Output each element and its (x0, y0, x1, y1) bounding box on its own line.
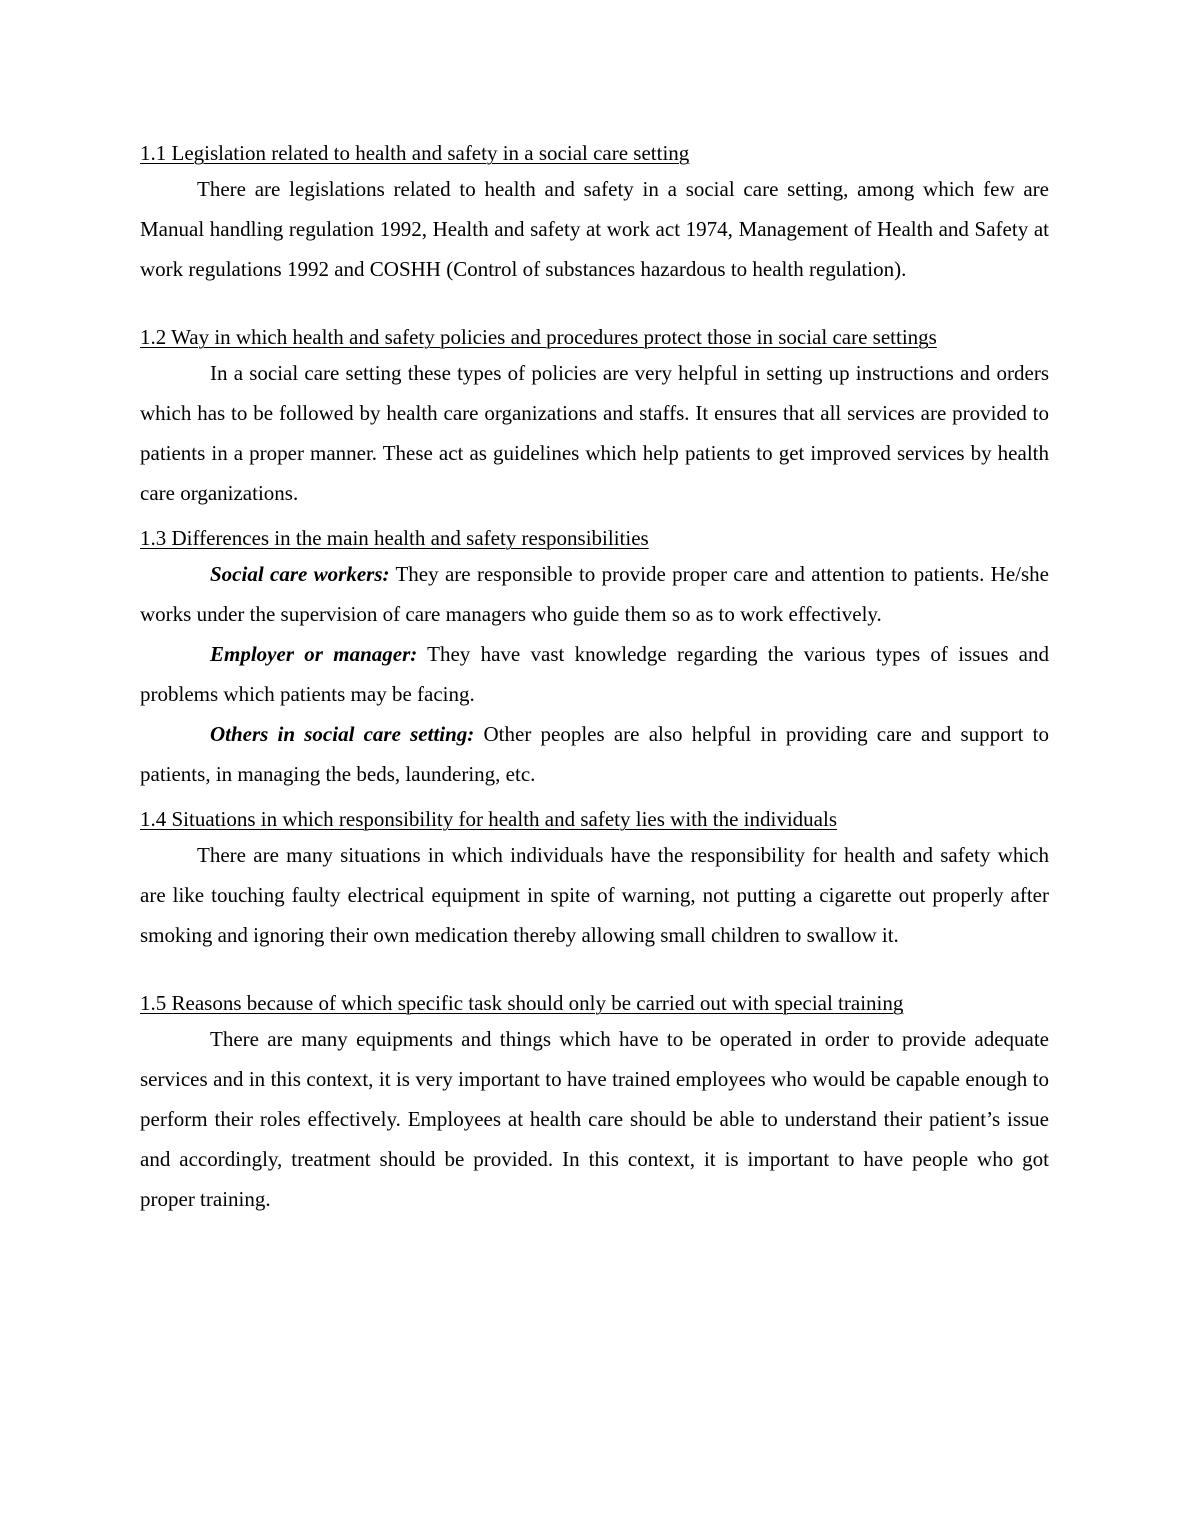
paragraph-body: They have vast knowledge regarding the various types of issues and problems which patients may be facing. (140, 642, 1049, 706)
paragraph-lead-label: Social care workers: (210, 562, 390, 586)
responsibility-paragraph (140, 634, 1049, 714)
document-page (140, 138, 1049, 1219)
section-1-4 (140, 804, 1049, 955)
responsibility-paragraph (140, 714, 1049, 794)
section-heading: 1.1 Legislation related to health and safety in a social care setting (140, 141, 690, 165)
section-spacer (140, 289, 1049, 322)
section-spacer (140, 955, 1049, 988)
section-1-3 (140, 523, 1049, 794)
paragraph-lead-label: Employer or manager: (210, 642, 418, 666)
section-1-5 (140, 988, 1049, 1219)
body-paragraph: In a social care setting these types of policies are very helpful in setting up instructions and orders which has to be followed by health care organizations and staffs. It ensures that all services are provided to patients in a proper manner. These act as guidelines which help patients to get improved services by health care organizations. (140, 361, 1049, 505)
section-1-2 (140, 322, 1049, 513)
section-spacer (140, 513, 1049, 523)
responsibility-paragraph (140, 554, 1049, 634)
section-heading: 1.4 Situations in which responsibility for health and safety lies with the individuals (140, 807, 837, 831)
section-spacer (140, 794, 1049, 804)
section-heading: 1.5 Reasons because of which specific task should only be carried out with special training (140, 991, 904, 1015)
section-heading: 1.2 Way in which health and safety policies and procedures protect those in social care settings (140, 325, 937, 349)
body-paragraph: There are legislations related to health and safety in a social care setting, among which few are Manual handling regulation 1992, Health and safety at work act 1974, Management of Health and Safety at work regulations 1992 and COSHH (Control of substances hazardous to health regulation). (140, 177, 1049, 281)
paragraph-body: Other peoples are also helpful in providing care and support to patients, in managing the beds, laundering, etc. (140, 722, 1049, 786)
section-heading: 1.3 Differences in the main health and safety responsibilities (140, 526, 649, 550)
section-1-1 (140, 138, 1049, 289)
body-paragraph: There are many equipments and things which have to be operated in order to provide adequate services and in this context, it is very important to have trained employees who would be capable enough to perform their roles effectively. Employees at health care should be able to understand their patient’s issue and accordingly, treatment should be provided. In this context, it is important to have people who got proper training. (140, 1027, 1049, 1211)
body-paragraph: There are many situations in which individuals have the responsibility for health and safety which are like touching faulty electrical equipment in spite of warning, not putting a cigarette out properly after smoking and ignoring their own medication thereby allowing small children to swallow it. (140, 843, 1049, 947)
paragraph-body: They are responsible to provide proper care and attention to patients. He/she works under the supervision of care managers who guide them so as to work effectively. (140, 562, 1049, 626)
paragraph-lead-label: Others in social care setting: (210, 722, 475, 746)
